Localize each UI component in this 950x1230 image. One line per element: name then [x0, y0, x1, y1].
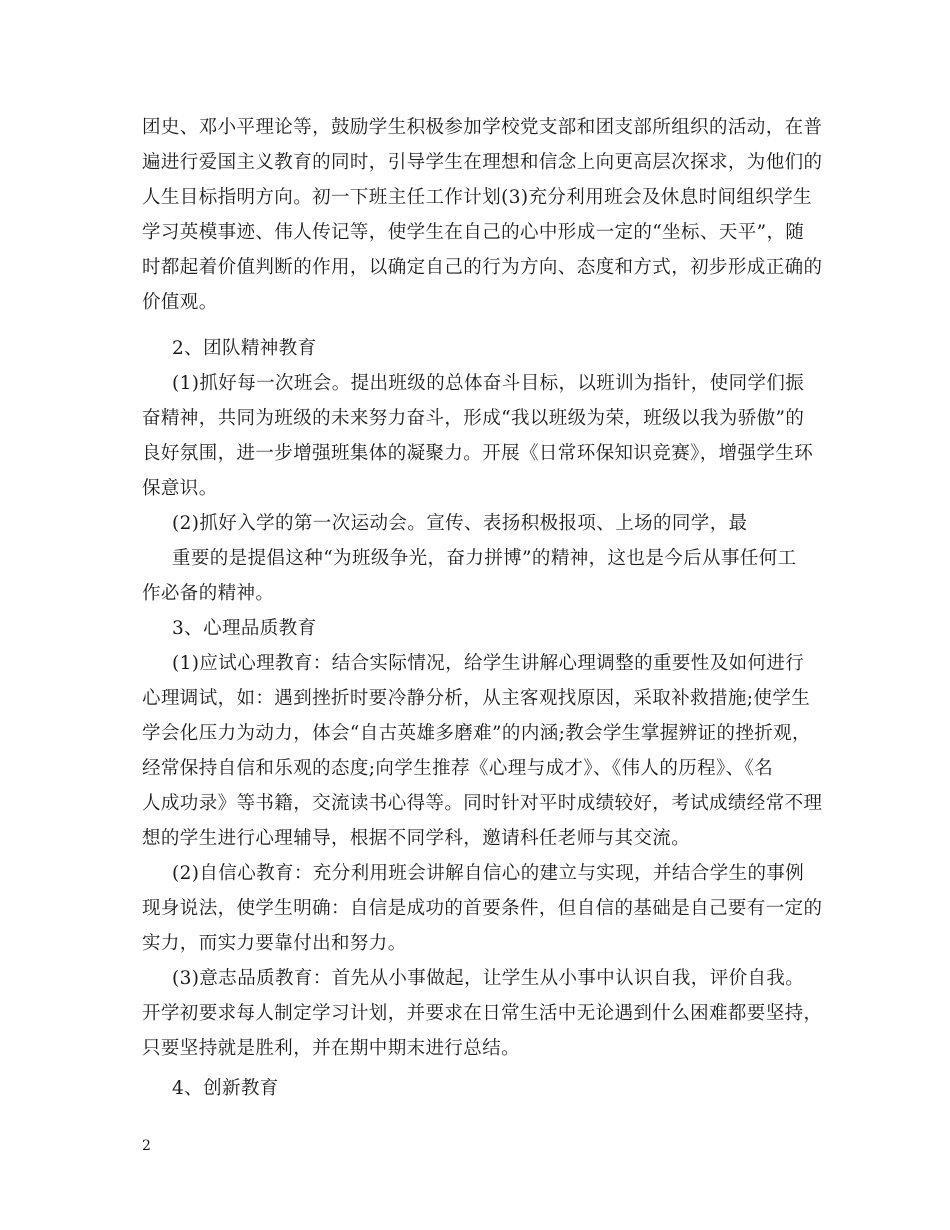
paragraph-line: 团史、邓小平理论等，鼓励学生积极参加学校党支部和团支部所组织的活动，在普	[142, 117, 823, 138]
paragraph-line: 经常保持自信和乐观的态度;向学生推荐《心理与成才》、《伟人的历程》、《名	[142, 758, 774, 779]
page-number: 2	[142, 1138, 151, 1154]
section-heading: 4、创新教育	[172, 1078, 279, 1099]
paragraph-line: 遍进行爱国主义教育的同时，引导学生在理想和信念上向更高层次探求，为他们的	[142, 152, 823, 173]
paragraph-line: 价值观。	[142, 292, 218, 313]
section-heading: 2、团队精神教育	[172, 338, 317, 359]
section-heading: 3、心理品质教育	[172, 618, 317, 639]
paragraph-line: 重要的是提倡这种“为班级争光，奋力拼博”的精神，这也是今后从事任何工	[172, 548, 797, 569]
paragraph-line: 人生目标指明方向。初一下班主任工作计划(3)充分利用班会及休息时间组织学生	[142, 187, 813, 208]
paragraph-line: 只要坚持就是胜利，并在期中期末进行总结。	[142, 1038, 521, 1059]
paragraph-line: 奋精神，共同为班级的未来努力奋斗，形成“我以班级为荣，班级以我为骄傲”的	[142, 408, 805, 429]
paragraph-line: 作必备的精神。	[142, 583, 275, 604]
paragraph-line: 学习英模事迹、伟人传记等，使学生在自己的心中形成一定的“坐标、天平”，随	[142, 222, 805, 243]
paragraph-line: 开学初要求每人制定学习计划，并要求在日常生活中无论遇到什么困难都要坚持，	[142, 1003, 823, 1024]
paragraph-line: 心理调试，如：遇到挫折时要冷静分析，从主客观找原因，采取补救措施;使学生	[142, 688, 811, 709]
paragraph-line: (3)意志品质教育：首先从小事做起，让学生从小事中认识自我，评价自我。	[172, 968, 805, 989]
paragraph-line: 现身说法，使学生明确：自信是成功的首要条件，但自信的基础是自己要有一定的	[142, 898, 823, 919]
paragraph-line: 实力，而实力要靠付出和努力。	[142, 933, 407, 954]
paragraph-line: (2)抓好入学的第一次运动会。宣传、表扬积极报项、上场的同学，最	[172, 513, 748, 534]
paragraph-line: 人成功录》等书籍，交流读书心得等。同时针对平时成绩较好，考试成绩经常不理	[142, 793, 823, 814]
paragraph-line: 学会化压力为动力，体会“自古英雄多磨难”的内涵;教会学生掌握辨证的挫折观，	[142, 723, 811, 744]
paragraph-line: (1)抓好每一次班会。提出班级的总体奋斗目标，以班训为指针，使同学们振	[172, 373, 805, 394]
paragraph-line: 保意识。	[142, 478, 218, 499]
paragraph-line: 时都起着价值判断的作用，以确定自己的行为方向、态度和方式，初步形成正确的	[142, 257, 823, 278]
paragraph-line: 想的学生进行心理辅导，根据不同学科，邀请科任老师与其交流。	[142, 828, 691, 849]
paragraph-line: (2)自信心教育：充分利用班会讲解自信心的建立与实现，并结合学生的事例	[172, 863, 805, 884]
paragraph-line: (1)应试心理教育：结合实际情况，给学生讲解心理调整的重要性及如何进行	[172, 653, 805, 674]
paragraph-line: 良好氛围，进一步增强班集体的凝聚力。开展《日常环保知识竞赛》，增强学生环	[142, 443, 814, 464]
